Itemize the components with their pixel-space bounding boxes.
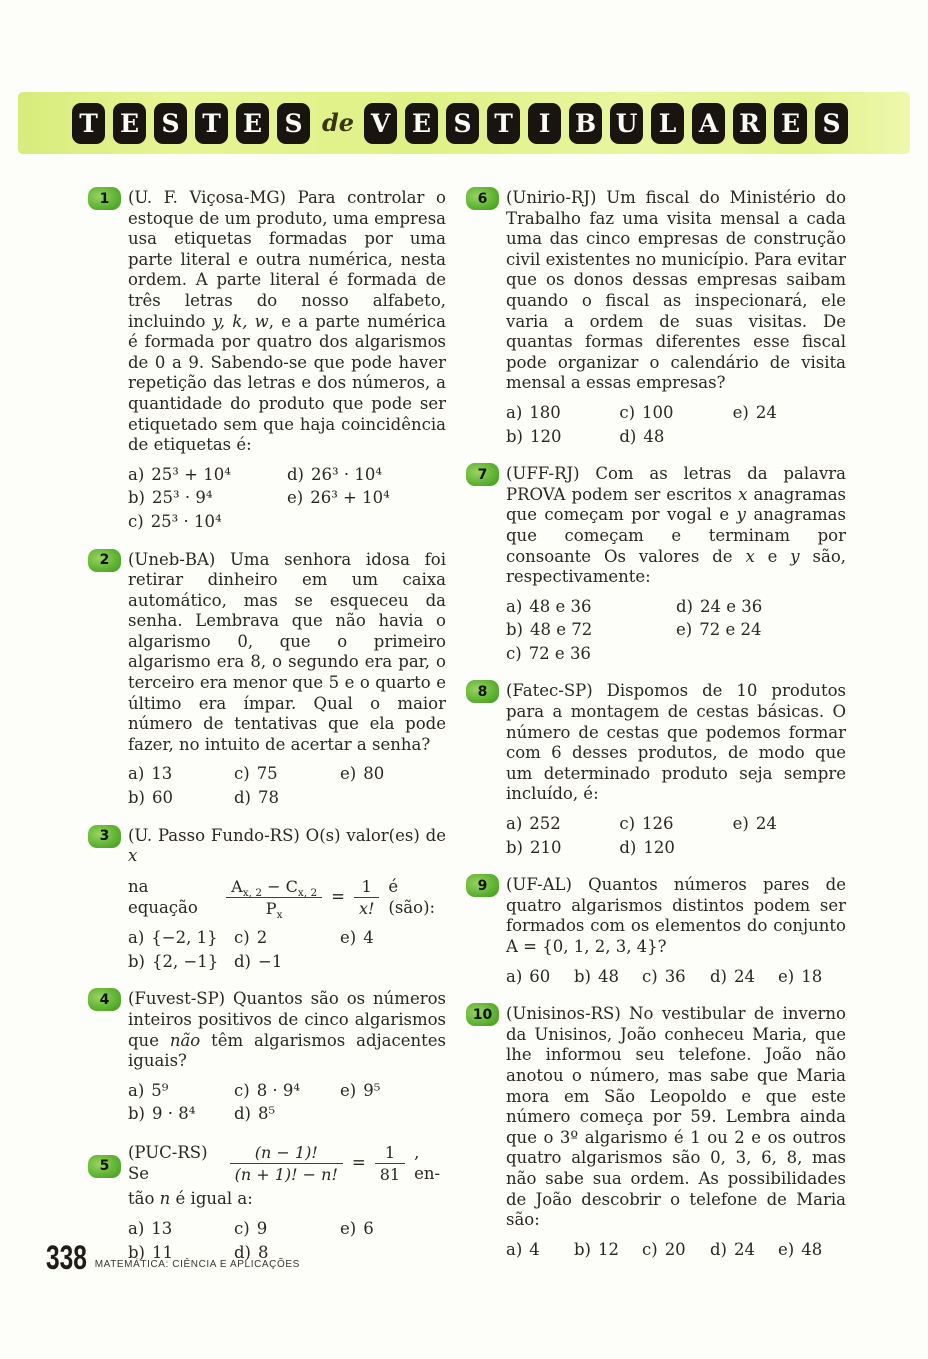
question-number-badge: 5 bbox=[88, 1155, 121, 1178]
header-letter-tile: S bbox=[277, 103, 310, 144]
answer-option bbox=[128, 465, 287, 486]
option-label: a) bbox=[506, 402, 523, 422]
answer-option bbox=[506, 967, 574, 988]
option-value: 25³ · 9⁴ bbox=[152, 488, 213, 508]
header-title bbox=[72, 103, 856, 144]
answer-option bbox=[340, 1219, 446, 1240]
answer-option bbox=[128, 512, 287, 533]
question-number-badge: 2 bbox=[88, 549, 121, 572]
question-text bbox=[128, 1189, 446, 1210]
option-value: 4 bbox=[363, 928, 374, 948]
text-segment: (U. F. Viçosa-MG) Para controlar o estoque de um produto, uma empresa usa etiquetas formadas por uma parte literal e outra numérica, nesta ordem. A parte literal é formada de três letras do nosso alfabeto, incluindo bbox=[128, 188, 446, 331]
option-value: 24 bbox=[734, 1239, 755, 1259]
text-segment: (Fuvest-SP) Quantos são os números inteiros positivos de cinco algarismos que bbox=[128, 989, 446, 1050]
option-value: 48 bbox=[598, 966, 619, 986]
answer-option bbox=[506, 403, 619, 424]
option-value: 120 bbox=[530, 426, 562, 446]
option-label: c) bbox=[234, 1080, 250, 1100]
option-label: a) bbox=[506, 814, 523, 834]
option-label: d) bbox=[234, 1242, 251, 1262]
text-segment: x bbox=[738, 484, 748, 504]
option-label: b) bbox=[128, 788, 145, 808]
options-grid bbox=[506, 967, 846, 988]
header-letter-tile: E bbox=[236, 103, 269, 144]
math-term: $P_x$ bbox=[265, 899, 283, 922]
option-label: e) bbox=[340, 764, 357, 784]
option-label: d) bbox=[710, 1239, 727, 1259]
equals-sign: = bbox=[351, 1153, 366, 1173]
option-label: d) bbox=[710, 966, 727, 986]
answer-option bbox=[287, 488, 446, 509]
answer-option bbox=[506, 620, 676, 641]
option-value: 24 e 36 bbox=[700, 596, 763, 616]
option-value: 72 e 24 bbox=[699, 620, 762, 640]
header-letter-tile: L bbox=[651, 103, 684, 144]
answer-option bbox=[506, 597, 676, 618]
question-number-badge: 6 bbox=[466, 187, 499, 210]
option-label: a) bbox=[128, 1218, 145, 1238]
questions-area bbox=[88, 188, 846, 1280]
option-value: {−2, 1} bbox=[151, 928, 218, 948]
option-label: d) bbox=[619, 426, 637, 446]
option-value: 26³ · 10⁴ bbox=[311, 464, 382, 484]
option-value: 120 bbox=[643, 837, 675, 857]
answer-option bbox=[506, 838, 619, 859]
header-letter-tile: E bbox=[113, 103, 146, 144]
answer-option bbox=[128, 1104, 234, 1125]
page-footer bbox=[46, 1239, 300, 1277]
answer-option bbox=[506, 644, 676, 665]
text-segment: e bbox=[754, 546, 791, 566]
fraction-numerator bbox=[354, 876, 379, 897]
text-segment: (Uneb-BA) Uma senhora idosa foi retirar dinheiro em um caixa automático, mas se esqueceu da senha. Lembrava que não havia o algarismo 0, que o primeiro algarismo era 8, o segundo era par, o terceiro era menor que 5 e o quarto e último era ímpar. Qual o maior número de tentativas que ela pode fazer, no intuito de acertar a senha? bbox=[128, 549, 446, 754]
option-label: b) bbox=[506, 837, 523, 857]
answer-option bbox=[619, 427, 732, 448]
question-content bbox=[506, 1004, 846, 1260]
answer-option bbox=[128, 1081, 234, 1102]
equals-sign: = bbox=[331, 887, 345, 907]
question-item bbox=[466, 875, 846, 987]
option-value: 25³ · 10⁴ bbox=[150, 511, 222, 531]
answer-option bbox=[128, 952, 234, 973]
option-value: 6 bbox=[363, 1218, 374, 1238]
text-segment: , e a parte numérica é formada por quatro dos algarismos de 0 a 9. Sabendo-se que pode haver repetição das letras e dos números, a quantidade do produto que pode ser etiquetado sem que haja coincidência de etiquetas é: bbox=[128, 311, 447, 455]
question-item bbox=[466, 188, 846, 447]
option-label: d) bbox=[234, 951, 251, 971]
option-value: 9⁵ bbox=[363, 1080, 381, 1100]
text-segment: é igual a: bbox=[170, 1189, 253, 1209]
option-value: 126 bbox=[642, 814, 674, 834]
header-letter-tile: V bbox=[364, 103, 397, 144]
text-segment: x! bbox=[358, 899, 375, 918]
answer-option bbox=[234, 952, 340, 973]
answer-option bbox=[234, 1104, 340, 1125]
option-label: c) bbox=[128, 511, 144, 531]
option-value: 8⁵ bbox=[258, 1104, 276, 1124]
header-letter-tile: I bbox=[528, 103, 561, 144]
options-grid bbox=[506, 814, 846, 858]
answer-option bbox=[340, 764, 446, 785]
answer-option bbox=[506, 814, 619, 835]
question-item bbox=[88, 989, 446, 1125]
answer-option bbox=[506, 1240, 574, 1261]
option-value: 26³ + 10⁴ bbox=[310, 488, 390, 508]
answer-option bbox=[642, 967, 710, 988]
question-item bbox=[466, 464, 846, 664]
text-segment: (UFF-RJ) Com as letras da palavra PROVA podem ser escritos bbox=[506, 464, 846, 504]
question-content bbox=[506, 875, 846, 987]
fraction-denominator bbox=[354, 897, 379, 919]
fraction bbox=[354, 876, 379, 919]
option-value: 2 bbox=[256, 928, 268, 948]
text-segment: y bbox=[790, 546, 800, 566]
option-value: −1 bbox=[258, 951, 283, 971]
equation-line bbox=[128, 876, 446, 922]
options-grid bbox=[128, 928, 446, 972]
option-label: e) bbox=[778, 1239, 795, 1259]
option-value: 9 · 8⁴ bbox=[152, 1104, 196, 1124]
option-value: 252 bbox=[529, 814, 561, 834]
option-value: 25³ + 10⁴ bbox=[151, 464, 231, 484]
text-segment: são, respectivamente: bbox=[506, 546, 846, 587]
option-label: e) bbox=[778, 966, 795, 986]
option-value: {2, −1} bbox=[152, 951, 219, 971]
header-letter-tile: B bbox=[569, 103, 602, 144]
question-content bbox=[506, 188, 846, 447]
header-letter-tile: T bbox=[487, 103, 520, 144]
answer-option bbox=[733, 403, 846, 424]
option-value: 9 bbox=[256, 1218, 268, 1238]
question-content bbox=[128, 989, 446, 1125]
option-value: 8 · 9⁴ bbox=[256, 1080, 301, 1100]
option-label: d) bbox=[234, 1104, 251, 1124]
text-segment: y bbox=[736, 505, 746, 525]
option-value: 13 bbox=[151, 1218, 173, 1238]
question-item bbox=[88, 188, 446, 533]
equation-suffix: , en- bbox=[414, 1143, 441, 1183]
answer-option bbox=[676, 597, 846, 618]
option-label: d) bbox=[234, 788, 251, 808]
option-label: a) bbox=[506, 966, 523, 986]
option-label: e) bbox=[732, 814, 749, 834]
option-value: 78 bbox=[258, 788, 279, 808]
option-label: d) bbox=[676, 596, 693, 616]
option-value: 11 bbox=[152, 1242, 173, 1262]
question-text bbox=[506, 681, 846, 805]
fraction-denominator bbox=[375, 1163, 405, 1185]
question-number-badge: 8 bbox=[466, 680, 499, 703]
option-value: 24 bbox=[755, 814, 777, 834]
question-item bbox=[88, 826, 446, 973]
answer-option bbox=[234, 788, 340, 809]
question-content bbox=[506, 464, 846, 664]
option-label: e) bbox=[340, 1080, 357, 1100]
answer-option bbox=[574, 967, 642, 988]
text-segment: 1 bbox=[384, 1142, 395, 1162]
header-letter-tile: E bbox=[774, 103, 807, 144]
options-grid bbox=[128, 1081, 446, 1125]
question-number-badge: 7 bbox=[466, 463, 499, 486]
answer-option bbox=[710, 967, 778, 988]
left-column bbox=[88, 188, 446, 1280]
answer-option bbox=[778, 1240, 846, 1261]
book-title: MATEMÁTICA: CIÊNCIA E APLICAÇÕES bbox=[94, 1259, 300, 1270]
option-label: a) bbox=[128, 464, 145, 484]
option-value: 4 bbox=[529, 1239, 540, 1259]
answer-option bbox=[733, 814, 846, 835]
answer-option bbox=[234, 1081, 340, 1102]
option-value: 12 bbox=[598, 1239, 619, 1259]
fraction bbox=[230, 1142, 343, 1185]
header-letter-tile: S bbox=[815, 103, 848, 144]
question-content bbox=[128, 188, 446, 533]
option-value: 72 e 36 bbox=[528, 643, 591, 663]
answer-option bbox=[128, 764, 234, 785]
text-segment: têm algarismos adjacentes iguais? bbox=[128, 1030, 446, 1071]
header-letter-tile: A bbox=[692, 103, 725, 144]
option-label: c) bbox=[234, 928, 250, 948]
option-value: 100 bbox=[642, 402, 674, 422]
text-segment: (Unisinos-RS) No vestibular de inverno da Unisinos, João conheceu Maria, que lhe informou seu telefone. João não anotou o número, mas sabe que Maria mora em São Leopoldo e que este número começa por 59. Lembra ainda que o 3º algarismo é 1 ou 2 e os outros quatro algarismos são 0, 3, 6, 8, mas não sabe sua ordem. As possibilidades de João descobrir o telefone de Maria são: bbox=[506, 1004, 846, 1230]
question-content bbox=[506, 681, 846, 858]
question-item bbox=[88, 550, 446, 809]
answer-option bbox=[128, 788, 234, 809]
fraction bbox=[375, 1142, 405, 1185]
header-letter-tile: S bbox=[446, 103, 479, 144]
math-term: $C_{x, 2}$ bbox=[285, 876, 318, 899]
fraction bbox=[226, 876, 322, 922]
option-label: c) bbox=[619, 814, 636, 834]
equation-prefix: na equação bbox=[128, 876, 198, 917]
text-segment: (n − 1)! bbox=[254, 1142, 318, 1162]
text-segment: não bbox=[169, 1030, 201, 1050]
answer-option bbox=[128, 488, 287, 509]
answer-option bbox=[234, 928, 340, 949]
option-label: b) bbox=[574, 966, 591, 986]
option-label: e) bbox=[287, 488, 304, 508]
header-connector-de: de bbox=[322, 107, 355, 137]
option-label: c) bbox=[642, 966, 658, 986]
answer-option bbox=[619, 814, 732, 835]
text-segment: (U. Passo Fundo-RS) O(s) valor(es) de bbox=[128, 825, 446, 845]
option-label: c) bbox=[619, 402, 636, 422]
question-number-badge: 1 bbox=[88, 187, 121, 210]
header-letter-tile: U bbox=[610, 103, 643, 144]
option-value: 24 bbox=[755, 402, 777, 422]
question-text bbox=[128, 989, 446, 1071]
answer-option bbox=[619, 838, 732, 859]
question-number-badge: 4 bbox=[88, 988, 121, 1011]
option-value: 20 bbox=[664, 1239, 686, 1259]
option-value: 48 bbox=[643, 426, 665, 446]
text-segment: 1 bbox=[361, 876, 372, 896]
answer-option bbox=[778, 967, 846, 988]
text-segment: anagramas que começam por vogal e bbox=[506, 484, 846, 525]
option-value: 60 bbox=[529, 966, 551, 986]
answer-option bbox=[642, 1240, 710, 1261]
question-number-badge: 3 bbox=[88, 825, 121, 848]
header-letter-tile: T bbox=[72, 103, 105, 144]
question-item bbox=[466, 681, 846, 858]
text-segment: y, k, w bbox=[212, 311, 269, 331]
question-content bbox=[128, 550, 446, 809]
option-label: a) bbox=[128, 764, 145, 784]
text-segment: x bbox=[128, 846, 138, 866]
fraction-denominator bbox=[226, 897, 322, 922]
page-number: 338 bbox=[46, 1239, 87, 1277]
right-column bbox=[466, 188, 846, 1280]
options-grid bbox=[128, 465, 446, 533]
question-text bbox=[128, 550, 446, 756]
option-value: 18 bbox=[801, 966, 823, 986]
header-letter-tile: E bbox=[405, 103, 438, 144]
header-letter-tile: R bbox=[733, 103, 766, 144]
option-label: b) bbox=[128, 1104, 145, 1124]
question-number-badge: 10 bbox=[466, 1003, 499, 1026]
text-segment: tão bbox=[128, 1189, 160, 1209]
option-label: e) bbox=[676, 620, 693, 640]
question-text bbox=[506, 875, 846, 957]
answer-option bbox=[234, 764, 340, 785]
option-value: 75 bbox=[256, 764, 278, 784]
option-label: a) bbox=[128, 1080, 145, 1100]
answer-option bbox=[128, 1219, 234, 1240]
options-grid bbox=[506, 1240, 846, 1261]
equation-prefix: (PUC-RS) Se bbox=[128, 1143, 208, 1183]
option-value: 210 bbox=[530, 837, 562, 857]
answer-option bbox=[676, 620, 846, 641]
option-value: 48 e 72 bbox=[530, 620, 593, 640]
question-content bbox=[128, 826, 446, 973]
option-label: b) bbox=[128, 488, 145, 508]
header-letter-tile: T bbox=[195, 103, 228, 144]
question-text bbox=[506, 1004, 846, 1231]
text-segment: − bbox=[262, 876, 286, 896]
math-term: $A_{x, 2}$ bbox=[231, 876, 263, 899]
equation-suffix: é (são): bbox=[388, 876, 436, 917]
answer-option bbox=[128, 928, 234, 949]
answer-option bbox=[710, 1240, 778, 1261]
text-segment: (Fatec-SP) Dispomos de 10 produtos para a montagem de cestas básicas. O número de cestas que podemos formar com 6 desses produtos, de modo que um determinado produto seja sempre incluído, é: bbox=[506, 681, 846, 804]
answer-option bbox=[234, 1219, 340, 1240]
option-label: b) bbox=[574, 1239, 591, 1259]
option-label: c) bbox=[234, 764, 250, 784]
answer-option bbox=[506, 427, 619, 448]
answer-option bbox=[340, 1081, 446, 1102]
question-number-badge: 9 bbox=[466, 874, 499, 897]
options-grid bbox=[506, 597, 846, 665]
option-value: 48 bbox=[801, 1239, 823, 1259]
fraction-denominator bbox=[230, 1163, 343, 1185]
option-value: 24 bbox=[734, 966, 755, 986]
question-text bbox=[128, 188, 446, 456]
equation-line bbox=[128, 1142, 446, 1185]
option-label: c) bbox=[506, 643, 522, 663]
fraction-numerator bbox=[226, 876, 322, 897]
option-value: 48 e 36 bbox=[529, 596, 592, 616]
page-header-band bbox=[18, 92, 910, 154]
text-segment: (Unirio-RJ) Um fiscal do Ministério do Trabalho faz uma visita mensal a cada uma das cinco empresas de construção civil existentes no município. Para evitar que os donos dessas empresas saibam quando o fiscal as inspecionará, ele varia a ordem de suas visitas. De quantas formas diferentes esse fiscal pode organizar o calendário de visita mensal a essas empresas? bbox=[506, 188, 846, 393]
options-grid bbox=[128, 764, 446, 808]
question-text bbox=[506, 188, 846, 394]
answer-option bbox=[619, 403, 732, 424]
option-label: b) bbox=[506, 620, 523, 640]
answer-option bbox=[287, 465, 446, 486]
option-label: d) bbox=[619, 837, 637, 857]
option-label: e) bbox=[732, 402, 749, 422]
question-text bbox=[506, 464, 846, 588]
text-segment: 81 bbox=[379, 1165, 401, 1185]
option-label: a) bbox=[128, 928, 145, 948]
fraction-numerator bbox=[375, 1142, 405, 1163]
text-segment: (UF-AL) Quantos números pares de quatro algarismos distintos podem ser formados com os elementos do conjunto A = {0, 1, 2, 3, 4}? bbox=[506, 875, 846, 956]
option-label: c) bbox=[642, 1239, 658, 1259]
option-value: 60 bbox=[152, 788, 173, 808]
header-letter-tile: S bbox=[154, 103, 187, 144]
option-label: b) bbox=[128, 1242, 145, 1262]
question-item bbox=[466, 1004, 846, 1260]
text-segment: n bbox=[159, 1189, 171, 1209]
option-value: 80 bbox=[363, 764, 385, 784]
option-label: e) bbox=[340, 1218, 357, 1238]
text-segment: anagramas que começam e terminam por consoante Os valores de bbox=[506, 505, 846, 566]
option-value: 5⁹ bbox=[151, 1080, 169, 1100]
option-label: c) bbox=[234, 1218, 250, 1238]
option-label: b) bbox=[506, 426, 523, 446]
option-label: a) bbox=[506, 1239, 523, 1259]
option-value: 13 bbox=[151, 764, 173, 784]
option-value: 8 bbox=[258, 1242, 269, 1262]
option-label: d) bbox=[287, 464, 304, 484]
text-segment: x bbox=[745, 546, 755, 566]
option-label: b) bbox=[128, 951, 145, 971]
option-label: e) bbox=[340, 928, 357, 948]
text-segment: (n + 1)! − n! bbox=[234, 1165, 338, 1185]
answer-option bbox=[574, 1240, 642, 1261]
options-grid bbox=[506, 403, 846, 447]
option-value: 36 bbox=[664, 966, 686, 986]
option-label: a) bbox=[506, 596, 523, 616]
fraction-numerator bbox=[230, 1142, 343, 1163]
option-value: 180 bbox=[529, 402, 561, 422]
answer-option bbox=[340, 928, 446, 949]
question-text bbox=[128, 826, 446, 867]
